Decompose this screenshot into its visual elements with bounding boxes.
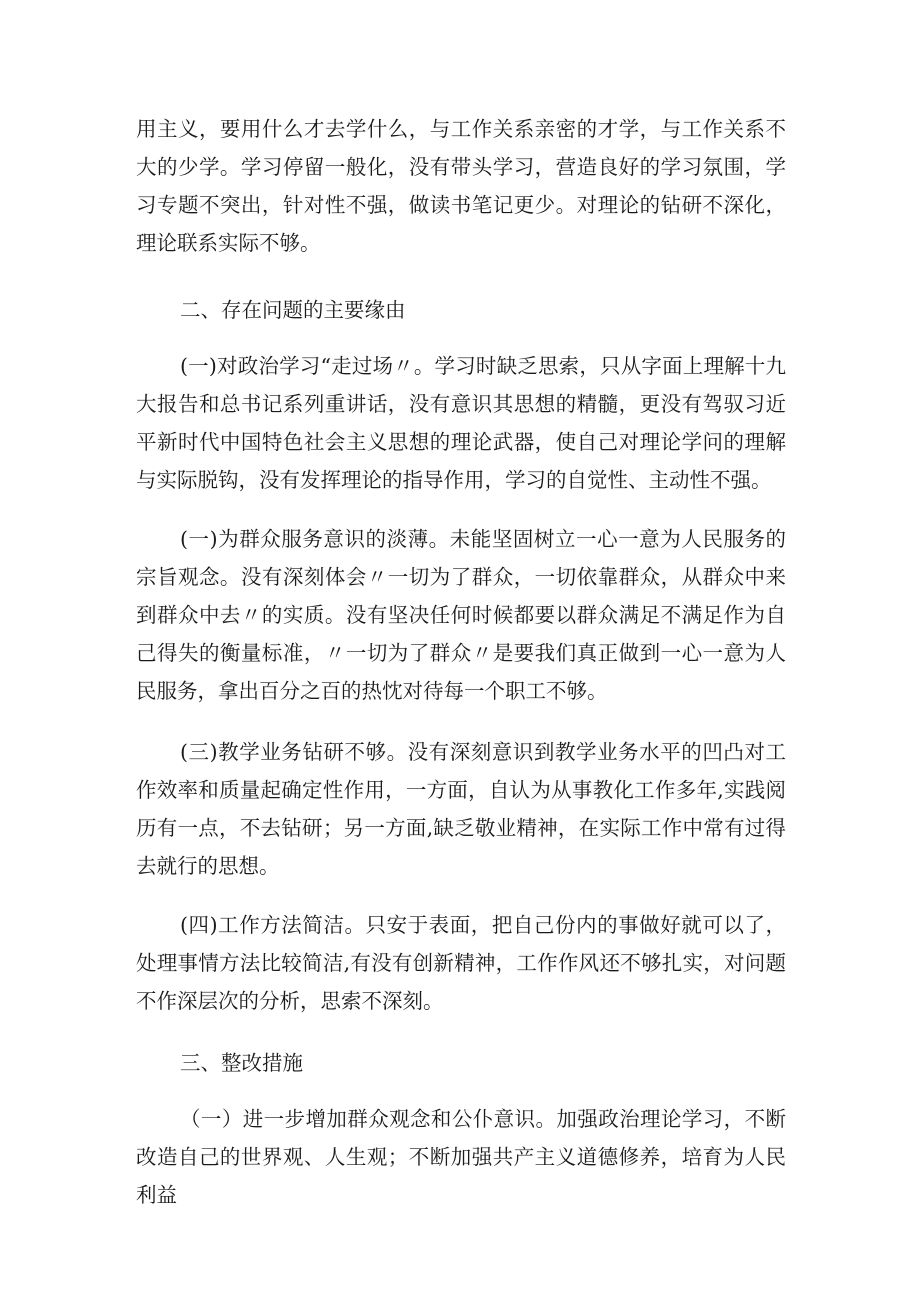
section-heading-causes: 二、存在问题的主要缘由 — [180, 298, 406, 322]
paragraph-measure-1: （一）进一步增加群众观念和公仆意识。加强政治理论学习，不断改造自己的世界观、人生观；不断加强共产主义道德修养，培育为人民利益 — [136, 1107, 786, 1207]
paragraph-cause-3: (三)教学业务钻研不够。没有深刻意识到教学业务水平的凹凸对工作效率和质量起确定性作用，一方面，自认为从事教化工作多年,实践阅历有一点，不去钻研；另一方面,缺乏敬业精神，在实际工作中常有过得去就行的思想。 — [136, 740, 786, 878]
paragraph-cause-4: (四)工作方法简洁。只安于表面，把自己份内的事做好就可以了，处理事情方法比较简洁,有没有创新精神，工作作风还不够扎实，对问题不作深层次的分析，思索不深刻。 — [136, 913, 786, 1013]
paragraph-continuation: 用主义，要用什么才去学什么，与工作关系亲密的才学，与工作关系不大的少学。学习停留一般化，没有带头学习，营造良好的学习氛围，学习专题不突出，针对性不强，做读书笔记更少。对理论的钻研不深化，理论联系实际不够。 — [136, 117, 786, 255]
section-heading-measures: 三、整改措施 — [180, 1051, 303, 1075]
paragraph-cause-1: (一)对政治学习“走过场〃。学习时缺乏思索，只从字面上理解十九大报告和总书记系列重讲话，没有意识其思想的精髓，更没有驾驭习近平新时代中国特色社会主义思想的理论武器，使自己对理论学问的理解与实际脱钩，没有发挥理论的指导作用，学习的自觉性、主动性不强。 — [136, 354, 786, 492]
paragraph-cause-2: (一)为群众服务意识的淡薄。未能坚固树立一心一意为人民服务的宗旨观念。没有深刻体会〃一切为了群众，一切依靠群众，从群众中来到群众中去〃的实质。没有坚决任何时候都要以群众满足不满足作为自己得失的衡量标准，〃一切为了群众〃是要我们真正做到一心一意为人民服务，拿出百分之百的热忱对待每一个职工不够。 — [136, 527, 786, 703]
